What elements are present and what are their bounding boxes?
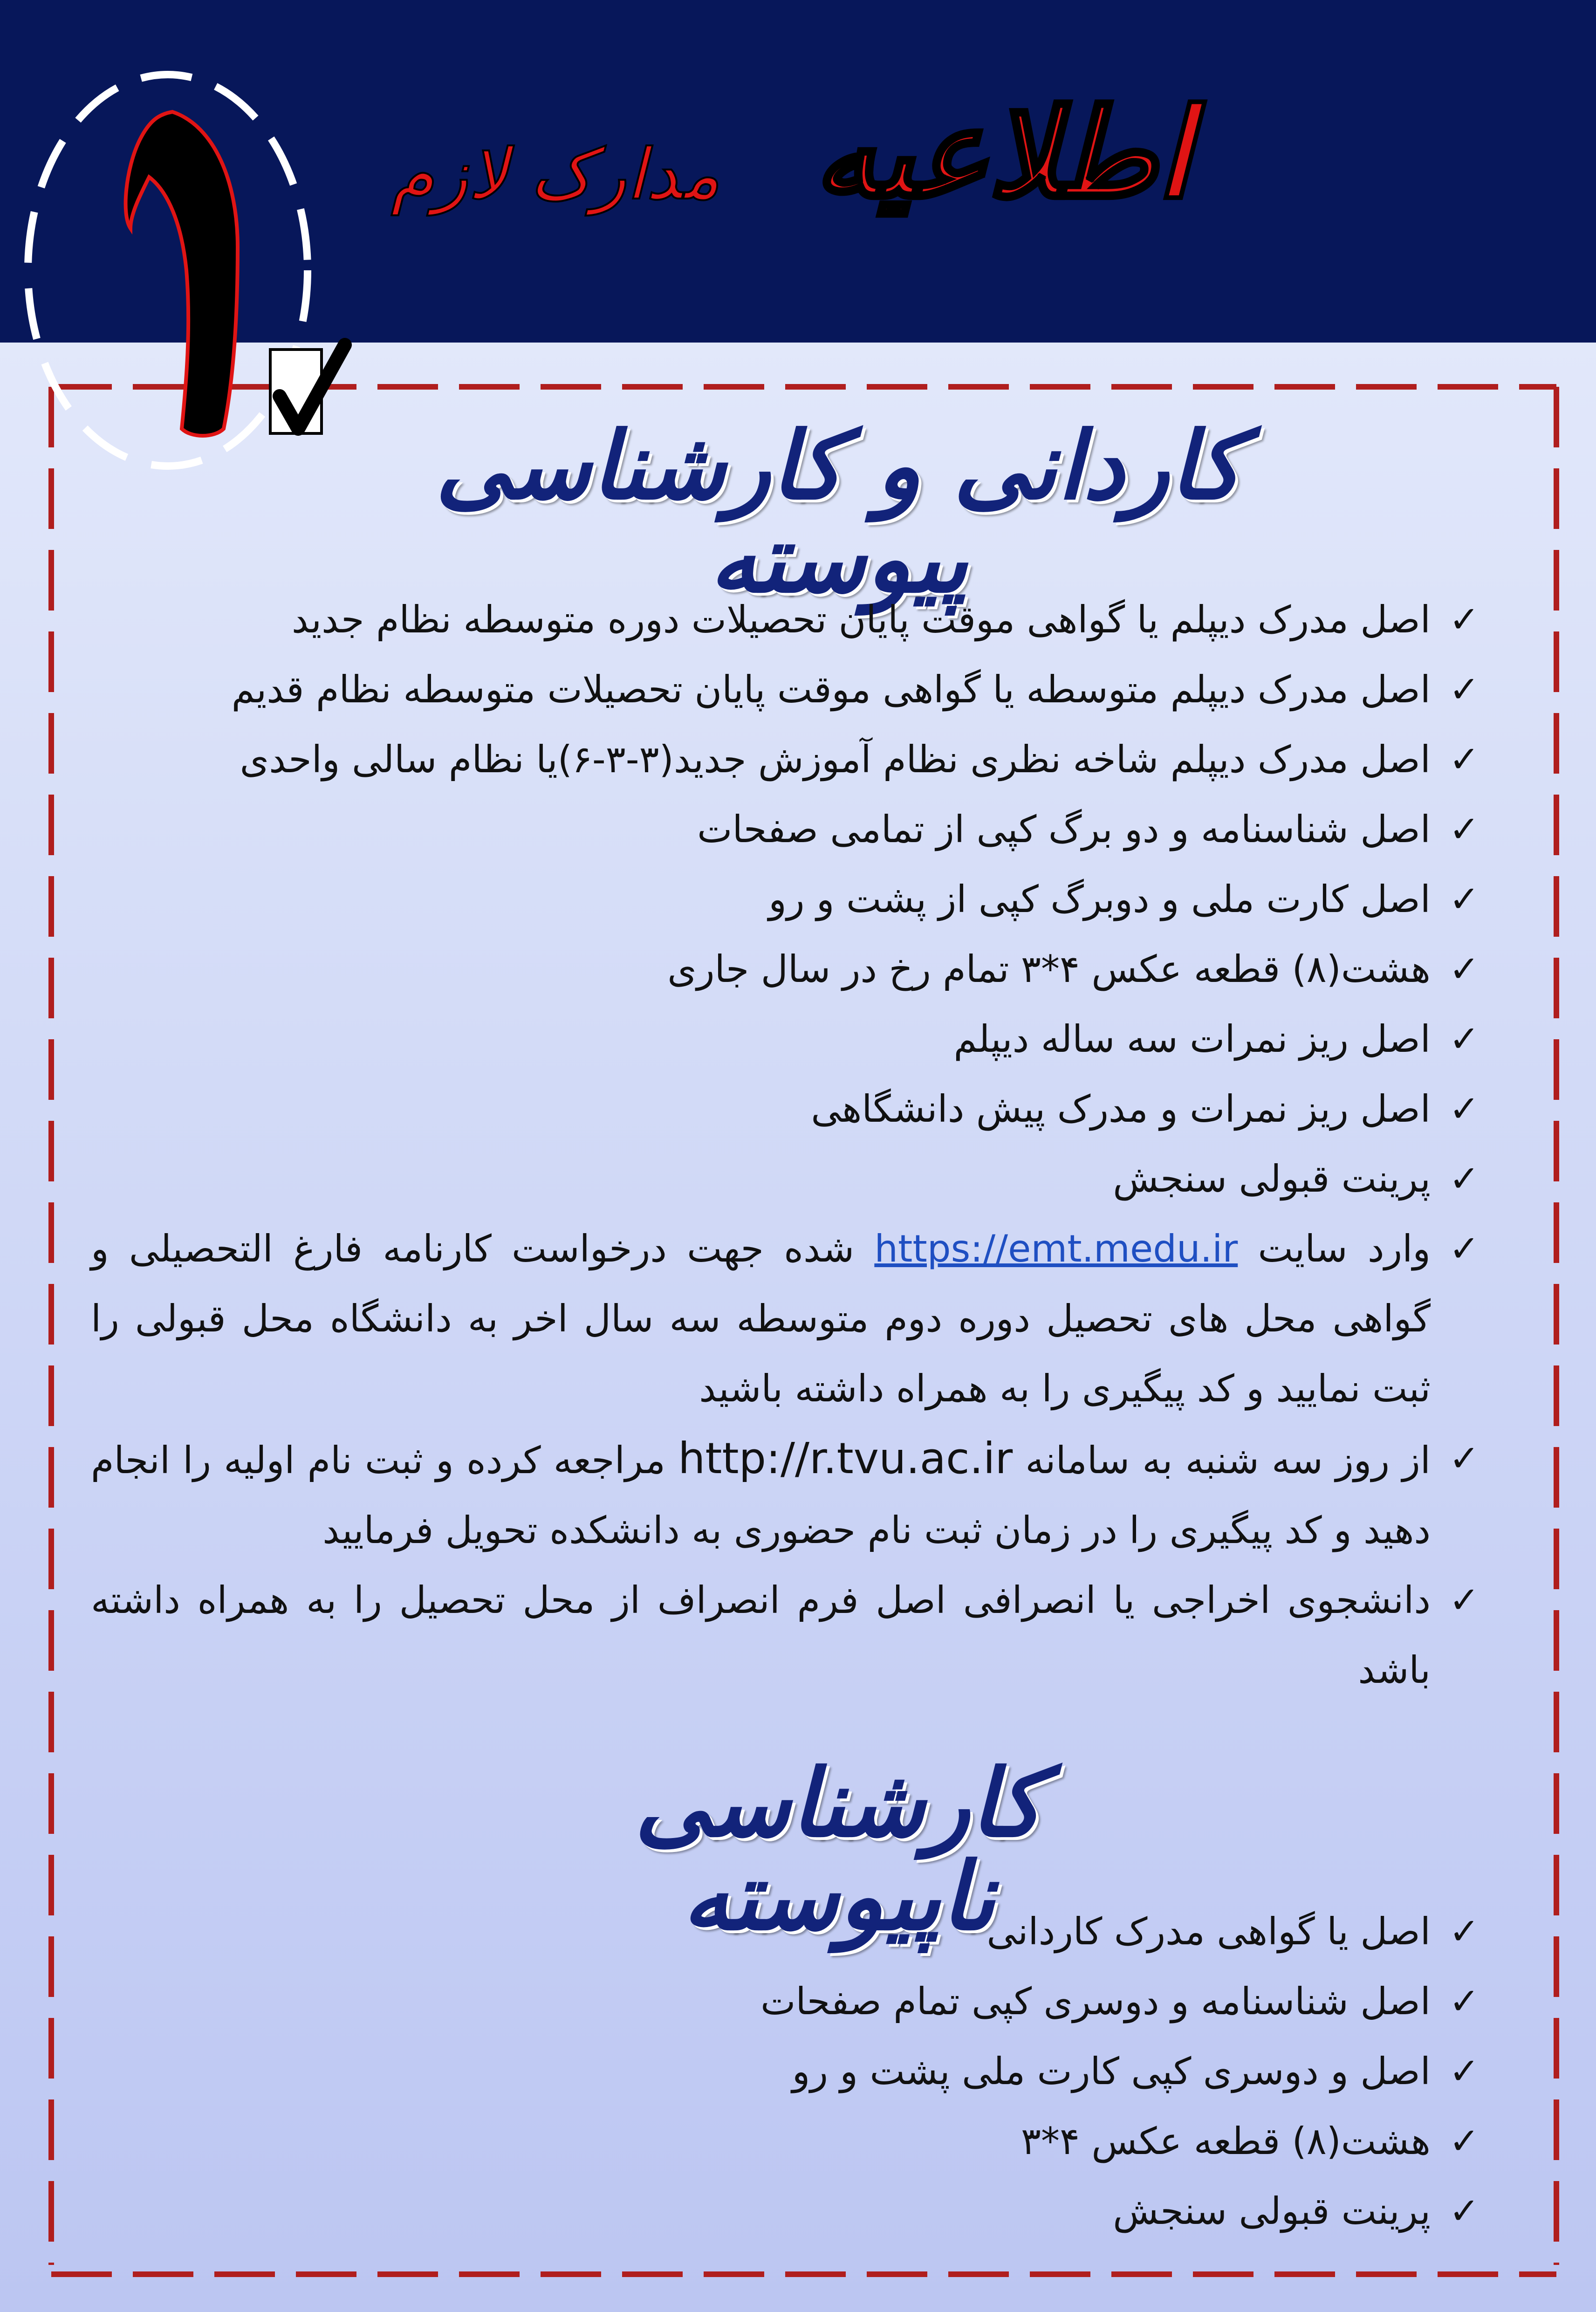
requirements-list-1 [91,585,1480,1705]
list-item: ✓ اصل شناسنامه و دو برگ کپی از تمامی صفحات [91,795,1480,864]
list-item: ✓ دانشجوی اخراجی یا انصرافی اصل فرم انصراف از محل تحصیل را به همراه داشته باشد [91,1565,1480,1705]
checkmark-icon: ✓ [1449,1228,1480,1270]
checkmark-icon: ✓ [1449,1158,1480,1200]
requirements-list-2 [91,1897,1480,2246]
checkmark-icon: ✓ [1449,2051,1480,2092]
list-item: ✓ هشت(۸) قطعه عکس ۴*۳ [91,2106,1480,2176]
checkmark-icon: ✓ [1449,669,1480,711]
announcement-subtitle: مدارک لازم [391,134,720,215]
checkmark-icon: ✓ [1449,599,1480,641]
list-item: ✓ اصل مدرک دیپلم متوسطه یا گواهی موقت پایان تحصیلات متوسطه نظام قدیم [91,655,1480,725]
list-item: ✓ اصل مدرک دیپلم یا گواهی موقت پایان تحصیلات دوره متوسطه نظام جدید [91,585,1480,655]
list-item: ✓ اصل مدرک دیپلم شاخه نظری نظام آموزش جدید(۳-۳-۶)یا نظام سالی واحدی [91,725,1480,795]
number-badge [19,28,373,494]
checkmark-icon: ✓ [1449,1579,1480,1621]
checkmark-icon: ✓ [1449,2190,1480,2232]
tvu-url-text: http://r.tvu.ac.ir [678,1434,1013,1483]
list-item: ✓ از روز سه شنبه به سامانه http://r.tvu.ac.ir مراجعه کرده و ثبت نام اولیه را انجام دهید و کد پیگیری را در زمان ثبت نام حضوری به دانشکده تحویل فرمایید [91,1424,1480,1565]
checkmark-icon: ✓ [1449,1981,1480,2023]
list-item: ✓ اصل یا گواهی مدرک کاردانی [91,1897,1480,1967]
checkmark-icon: ✓ [1449,809,1480,851]
checkmark-icon: ✓ [1449,2120,1480,2162]
list-item: ✓ وارد سایت https://emt.medu.ir شده جهت درخواست کارنامه فارغ التحصیلی و گواهی محل های تحصیل دوره دوم متوسطه سه سال اخر به دانشگاه محل قبولی را ثبت نمایید و کد پیگیری را به همراه داشته باشید [91,1214,1480,1424]
section-title-associate-bachelor: کاردانی و کارشناسی پیوسته [435,411,1242,614]
list-item: ✓ پرینت قبولی سنجش [91,1144,1480,1214]
list-item: ✓ اصل ریز نمرات و مدرک پیش دانشگاهی [91,1074,1480,1144]
checkmark-icon: ✓ [1449,1911,1480,1953]
list-item: ✓ اصل کارت ملی و دوبرگ کپی از پشت و رو [91,864,1480,934]
list-item: ✓ اصل و دوسری کپی کارت ملی پشت و رو [91,2037,1480,2106]
emt-medu-link[interactable]: https://emt.medu.ir [874,1227,1238,1270]
checkmark-icon: ✓ [1449,948,1480,990]
list-item: ✓ اصل شناسنامه و دوسری کپی تمام صفحات [91,1967,1480,2037]
checkmark-icon: ✓ [1449,1438,1480,1480]
list-item: ✓ پرینت قبولی سنجش [91,2176,1480,2246]
checkmark-icon: ✓ [1449,878,1480,920]
checkmark-icon: ✓ [1449,1018,1480,1060]
list-item: ✓ اصل ریز نمرات سه ساله دیپلم [91,1004,1480,1074]
checkmark-icon: ✓ [1449,1088,1480,1130]
announcement-title: اطلاعیه [814,82,1191,225]
list-item: ✓ هشت(۸) قطعه عکس ۴*۳ تمام رخ در سال جاری [91,934,1480,1004]
section-title-discontinuous-bachelor: کارشناسی ناپیوسته [635,1749,1043,1951]
checkmark-icon: ✓ [1449,739,1480,781]
